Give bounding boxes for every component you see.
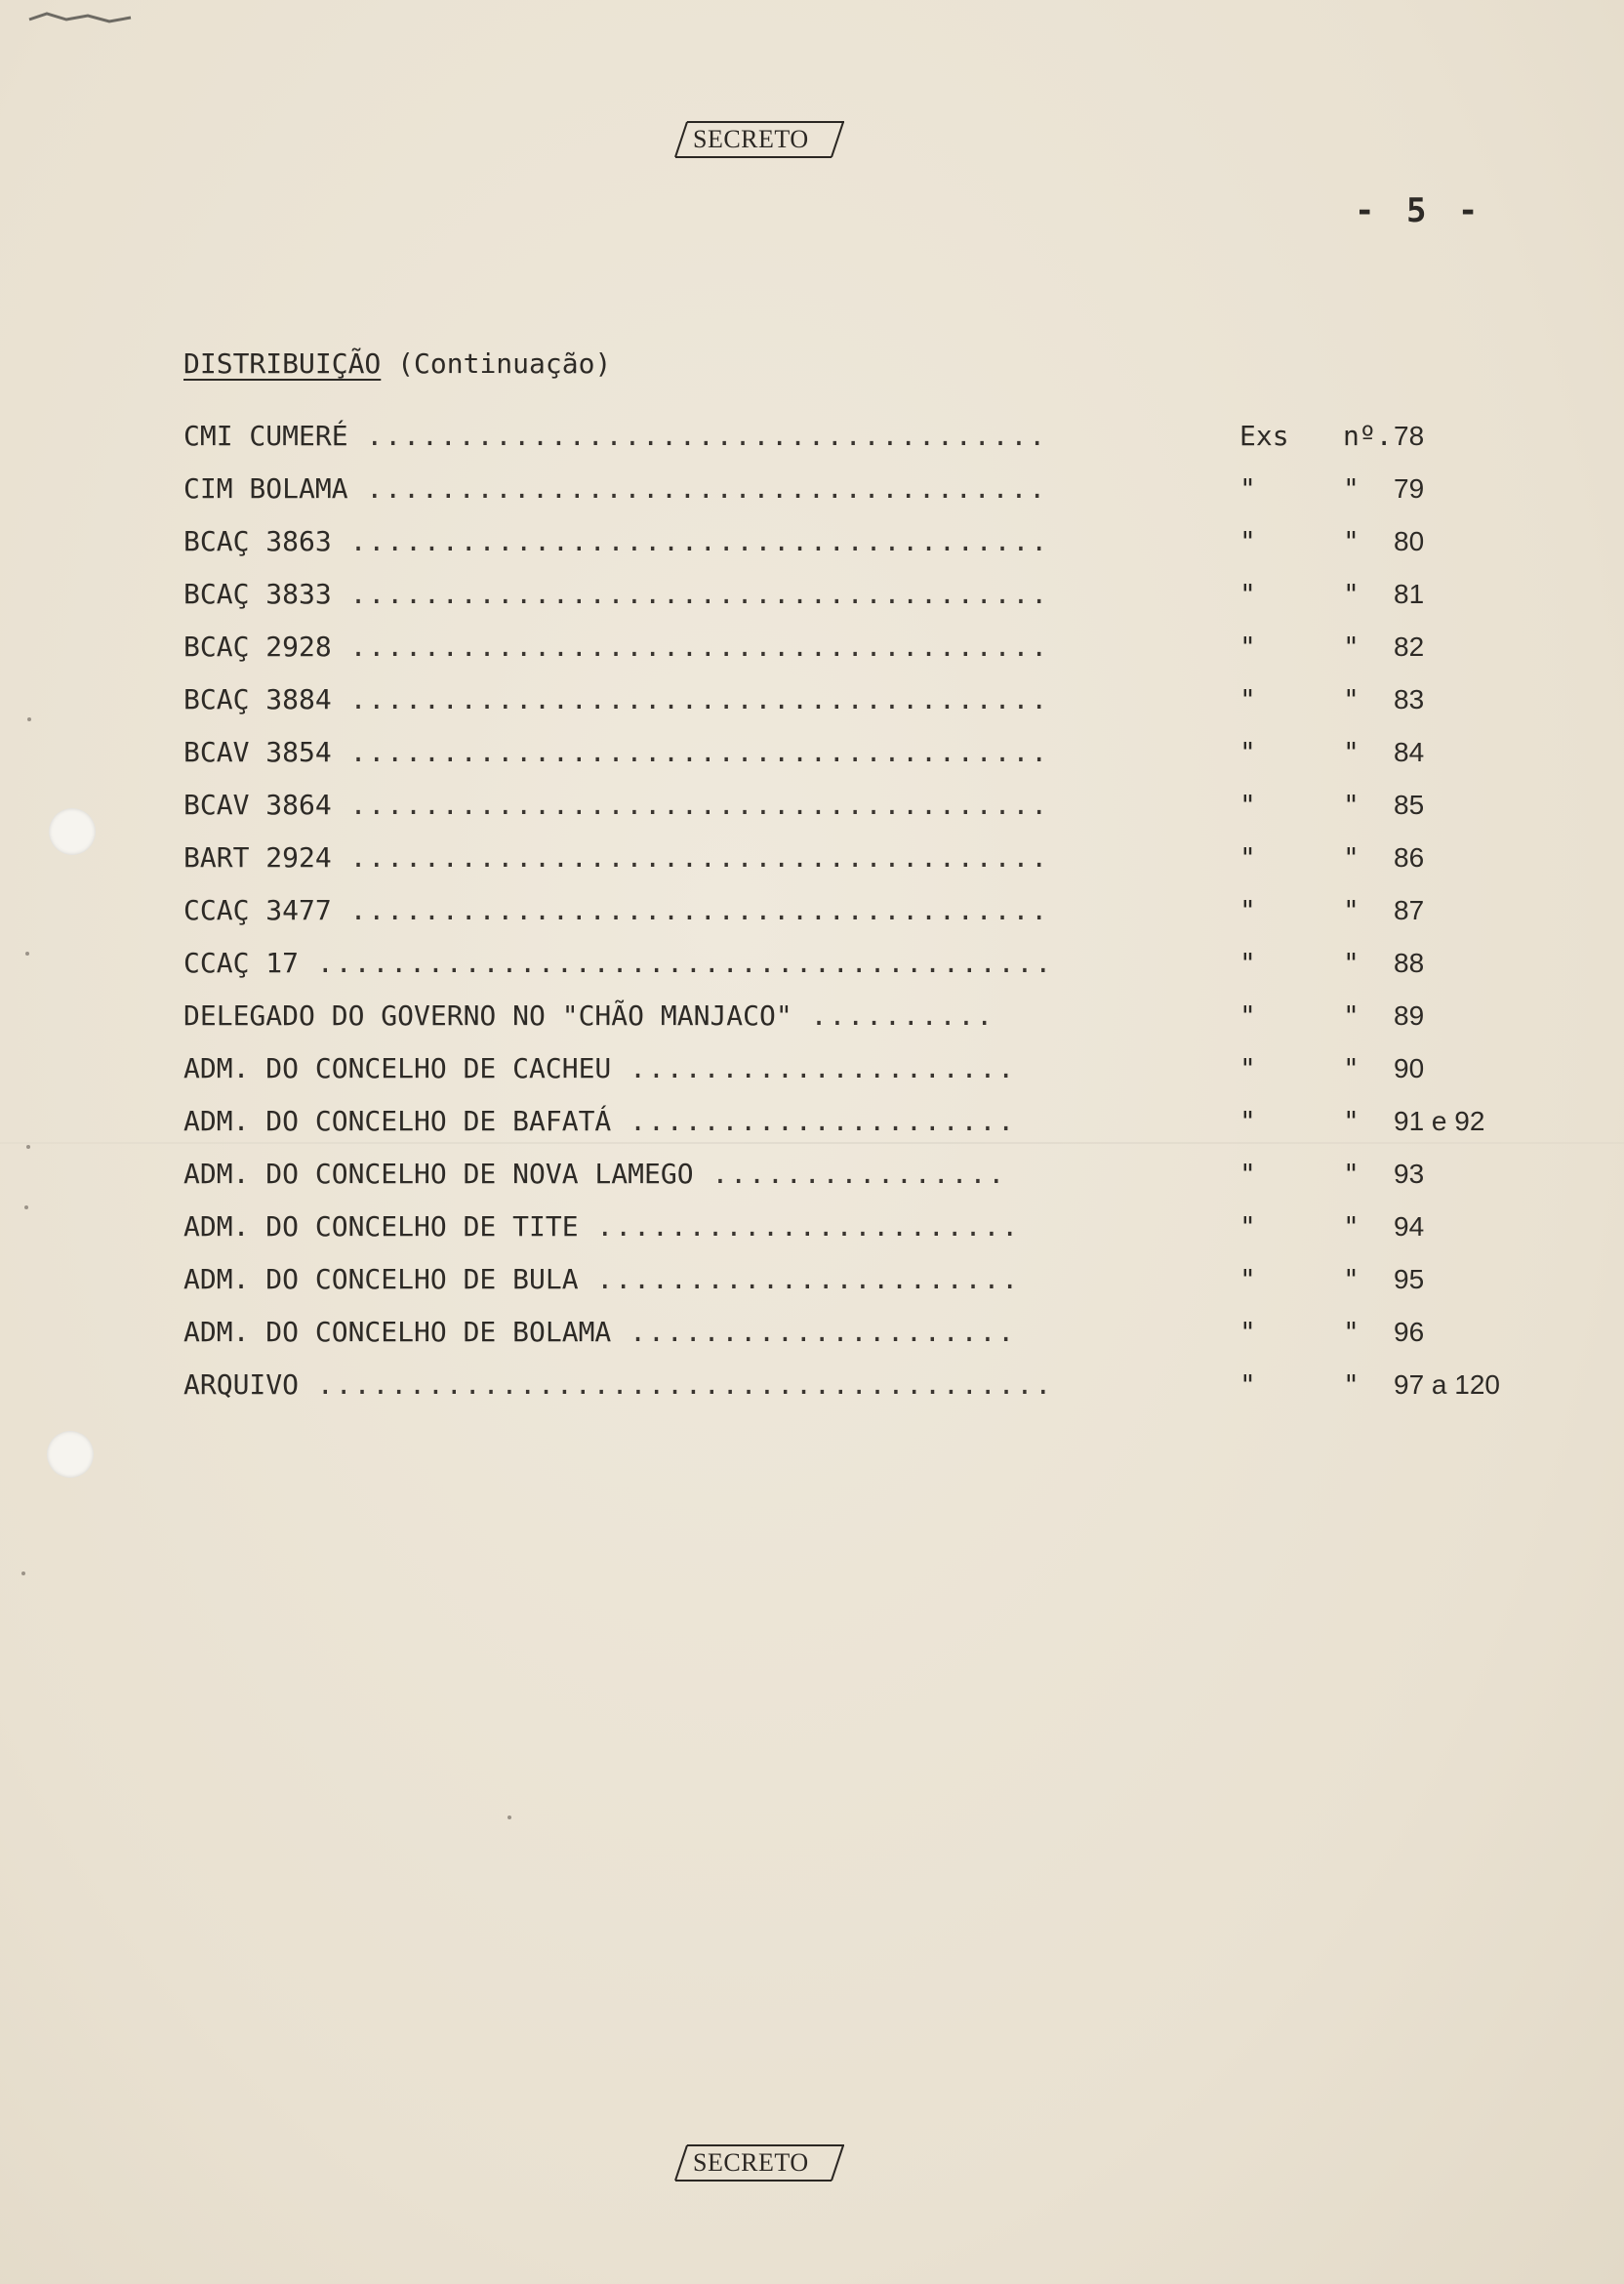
recipient-entry — [183, 523, 1179, 560]
copies-label: " — [1239, 1158, 1256, 1190]
copies-label: " — [1239, 1368, 1256, 1401]
copies-label: " — [1239, 947, 1256, 979]
leader-dots: ..................... — [611, 1052, 1017, 1084]
recipient-name: ADM. DO CONCELHO DE BULA — [183, 1263, 579, 1295]
recipient-name: CIM BOLAMA — [183, 472, 348, 505]
recipient-entry — [183, 681, 1179, 718]
leader-dots: ...................................... — [331, 894, 1050, 926]
distribution-row — [183, 1156, 1550, 1208]
copy-number: 85 — [1394, 790, 1425, 820]
classification-label-bottom: SECRETO — [693, 2148, 809, 2177]
copies-label: " — [1239, 1316, 1256, 1348]
section-heading — [183, 347, 611, 380]
copy-number: 78 — [1394, 421, 1425, 451]
distribution-row — [183, 576, 1550, 629]
section-title: DISTRIBUIÇÃO — [183, 347, 382, 380]
number-label: " — [1343, 1105, 1360, 1137]
number-label: " — [1343, 472, 1360, 505]
leader-dots: .......... — [792, 999, 995, 1032]
recipient-name: ADM. DO CONCELHO DE NOVA LAMEGO — [183, 1158, 694, 1190]
recipient-entry — [183, 1314, 1179, 1351]
copy-number: 80 — [1394, 526, 1425, 556]
number-label: " — [1343, 525, 1360, 557]
distribution-row — [183, 1050, 1550, 1103]
distribution-row — [183, 1366, 1550, 1419]
paper-speck — [21, 1571, 25, 1575]
recipient-entry — [183, 839, 1179, 877]
recipient-name: BCAV 3864 — [183, 789, 332, 821]
recipient-name: CCAÇ 17 — [183, 947, 300, 979]
copy-number: 84 — [1394, 737, 1425, 767]
recipient-entry — [183, 945, 1179, 982]
classification-stamp-bottom — [673, 2143, 844, 2182]
copy-number: 96 — [1394, 1317, 1425, 1347]
recipient-entry — [183, 629, 1179, 666]
distribution-row — [183, 523, 1550, 576]
copy-number: 86 — [1394, 842, 1425, 873]
number-label: " — [1343, 736, 1360, 768]
paper-speck — [508, 1815, 511, 1819]
number-label: " — [1343, 1158, 1360, 1190]
page-number: - 5 - — [1355, 191, 1484, 230]
copy-number: 82 — [1394, 632, 1425, 662]
recipient-entry — [183, 470, 1179, 508]
copies-label: " — [1239, 841, 1256, 874]
recipient-entry — [183, 576, 1179, 613]
leader-dots: ...................................... — [331, 683, 1050, 715]
recipient-entry — [183, 892, 1179, 929]
recipient-entry — [183, 998, 1179, 1035]
distribution-row — [183, 418, 1550, 470]
copies-label: " — [1239, 683, 1256, 715]
distribution-row — [183, 892, 1550, 945]
leader-dots: ...................................... — [331, 578, 1050, 610]
copies-label: " — [1239, 1105, 1256, 1137]
number-label: " — [1343, 789, 1360, 821]
distribution-row — [183, 734, 1550, 787]
copy-number: 83 — [1394, 684, 1425, 714]
leader-dots: ..................... — [611, 1105, 1017, 1137]
recipient-entry — [183, 418, 1179, 455]
recipient-name: CCAÇ 3477 — [183, 894, 332, 926]
distribution-row — [183, 1314, 1550, 1366]
copy-number: 89 — [1394, 1000, 1425, 1031]
recipient-entry — [183, 1261, 1179, 1298]
leader-dots: ..................................... — [347, 472, 1048, 505]
leader-dots: ....................... — [578, 1210, 1021, 1243]
section-subtitle: (Continuação) — [397, 347, 612, 380]
punch-hole — [47, 1431, 94, 1478]
recipient-name: BCAV 3854 — [183, 736, 332, 768]
leader-dots: ................ — [693, 1158, 1007, 1190]
recipient-entry — [183, 1050, 1179, 1087]
distribution-row — [183, 1103, 1550, 1156]
copy-number: 93 — [1394, 1159, 1425, 1189]
distribution-row — [183, 787, 1550, 839]
recipient-name: BCAÇ 3884 — [183, 683, 332, 715]
copy-number: 95 — [1394, 1264, 1425, 1294]
recipient-entry — [183, 1208, 1179, 1245]
distribution-row — [183, 629, 1550, 681]
recipient-name: ADM. DO CONCELHO DE TITE — [183, 1210, 579, 1243]
copies-label: " — [1239, 578, 1256, 610]
copies-label: " — [1239, 1210, 1256, 1243]
distribution-row — [183, 839, 1550, 892]
torn-corner-mark — [27, 8, 135, 27]
recipient-entry — [183, 1156, 1179, 1193]
number-label: " — [1343, 947, 1360, 979]
leader-dots: ...................................... — [331, 841, 1050, 874]
recipient-name: CMI CUMERÉ — [183, 420, 348, 452]
copy-number: 88 — [1394, 948, 1425, 978]
distribution-row — [183, 945, 1550, 998]
number-label: nº. — [1343, 420, 1393, 452]
copy-number: 87 — [1394, 895, 1425, 925]
distribution-list — [183, 418, 1550, 1419]
number-label: " — [1343, 631, 1360, 663]
leader-dots: ........................................ — [299, 947, 1054, 979]
copies-label: " — [1239, 525, 1256, 557]
number-label: " — [1343, 683, 1360, 715]
recipient-entry — [183, 1366, 1179, 1404]
copies-label: " — [1239, 472, 1256, 505]
copies-label: " — [1239, 999, 1256, 1032]
paper-speck — [26, 1145, 30, 1149]
recipient-name: ADM. DO CONCELHO DE BAFATÁ — [183, 1105, 612, 1137]
copies-label: " — [1239, 1052, 1256, 1084]
leader-dots: ....................... — [578, 1263, 1021, 1295]
copy-number: 91 e 92 — [1394, 1106, 1485, 1136]
recipient-name: BCAÇ 2928 — [183, 631, 332, 663]
copy-number: 90 — [1394, 1053, 1425, 1083]
number-label: " — [1343, 841, 1360, 874]
classification-stamp-top — [673, 120, 844, 159]
paper-speck — [27, 717, 31, 721]
leader-dots: ........................................ — [299, 1368, 1054, 1401]
number-label: " — [1343, 1210, 1360, 1243]
number-label: " — [1343, 578, 1360, 610]
number-label: " — [1343, 1052, 1360, 1084]
recipient-name: BCAÇ 3863 — [183, 525, 332, 557]
copies-label: " — [1239, 789, 1256, 821]
number-label: " — [1343, 1263, 1360, 1295]
leader-dots: ..................... — [611, 1316, 1017, 1348]
recipient-name: ADM. DO CONCELHO DE CACHEU — [183, 1052, 612, 1084]
copies-label: " — [1239, 894, 1256, 926]
number-label: " — [1343, 1368, 1360, 1401]
punch-hole — [49, 808, 96, 855]
copies-label: " — [1239, 736, 1256, 768]
copy-number: 79 — [1394, 473, 1425, 504]
copy-number: 81 — [1394, 579, 1425, 609]
paper-speck — [25, 952, 29, 956]
number-label: " — [1343, 999, 1360, 1032]
number-label: " — [1343, 894, 1360, 926]
copies-label: " — [1239, 631, 1256, 663]
classification-label-top: SECRETO — [693, 125, 809, 153]
distribution-row — [183, 998, 1550, 1050]
copies-label: " — [1239, 1263, 1256, 1295]
recipient-entry — [183, 734, 1179, 771]
recipient-name: ADM. DO CONCELHO DE BOLAMA — [183, 1316, 612, 1348]
recipient-name: ARQUIVO — [183, 1368, 300, 1401]
recipient-entry — [183, 787, 1179, 824]
copies-label: Exs — [1239, 420, 1289, 452]
distribution-row — [183, 470, 1550, 523]
leader-dots: ...................................... — [331, 525, 1050, 557]
leader-dots: ...................................... — [331, 631, 1050, 663]
leader-dots: ..................................... — [347, 420, 1048, 452]
paper-speck — [24, 1205, 28, 1209]
recipient-name: BART 2924 — [183, 841, 332, 874]
distribution-row — [183, 1261, 1550, 1314]
copy-number: 94 — [1394, 1211, 1425, 1242]
recipient-name: DELEGADO DO GOVERNO NO "CHÃO MANJACO" — [183, 999, 792, 1032]
leader-dots: ...................................... — [331, 736, 1050, 768]
number-label: " — [1343, 1316, 1360, 1348]
leader-dots: ...................................... — [331, 789, 1050, 821]
distribution-row — [183, 1208, 1550, 1261]
distribution-row — [183, 681, 1550, 734]
copy-number: 97 a 120 — [1394, 1369, 1500, 1400]
recipient-name: BCAÇ 3833 — [183, 578, 332, 610]
recipient-entry — [183, 1103, 1179, 1140]
